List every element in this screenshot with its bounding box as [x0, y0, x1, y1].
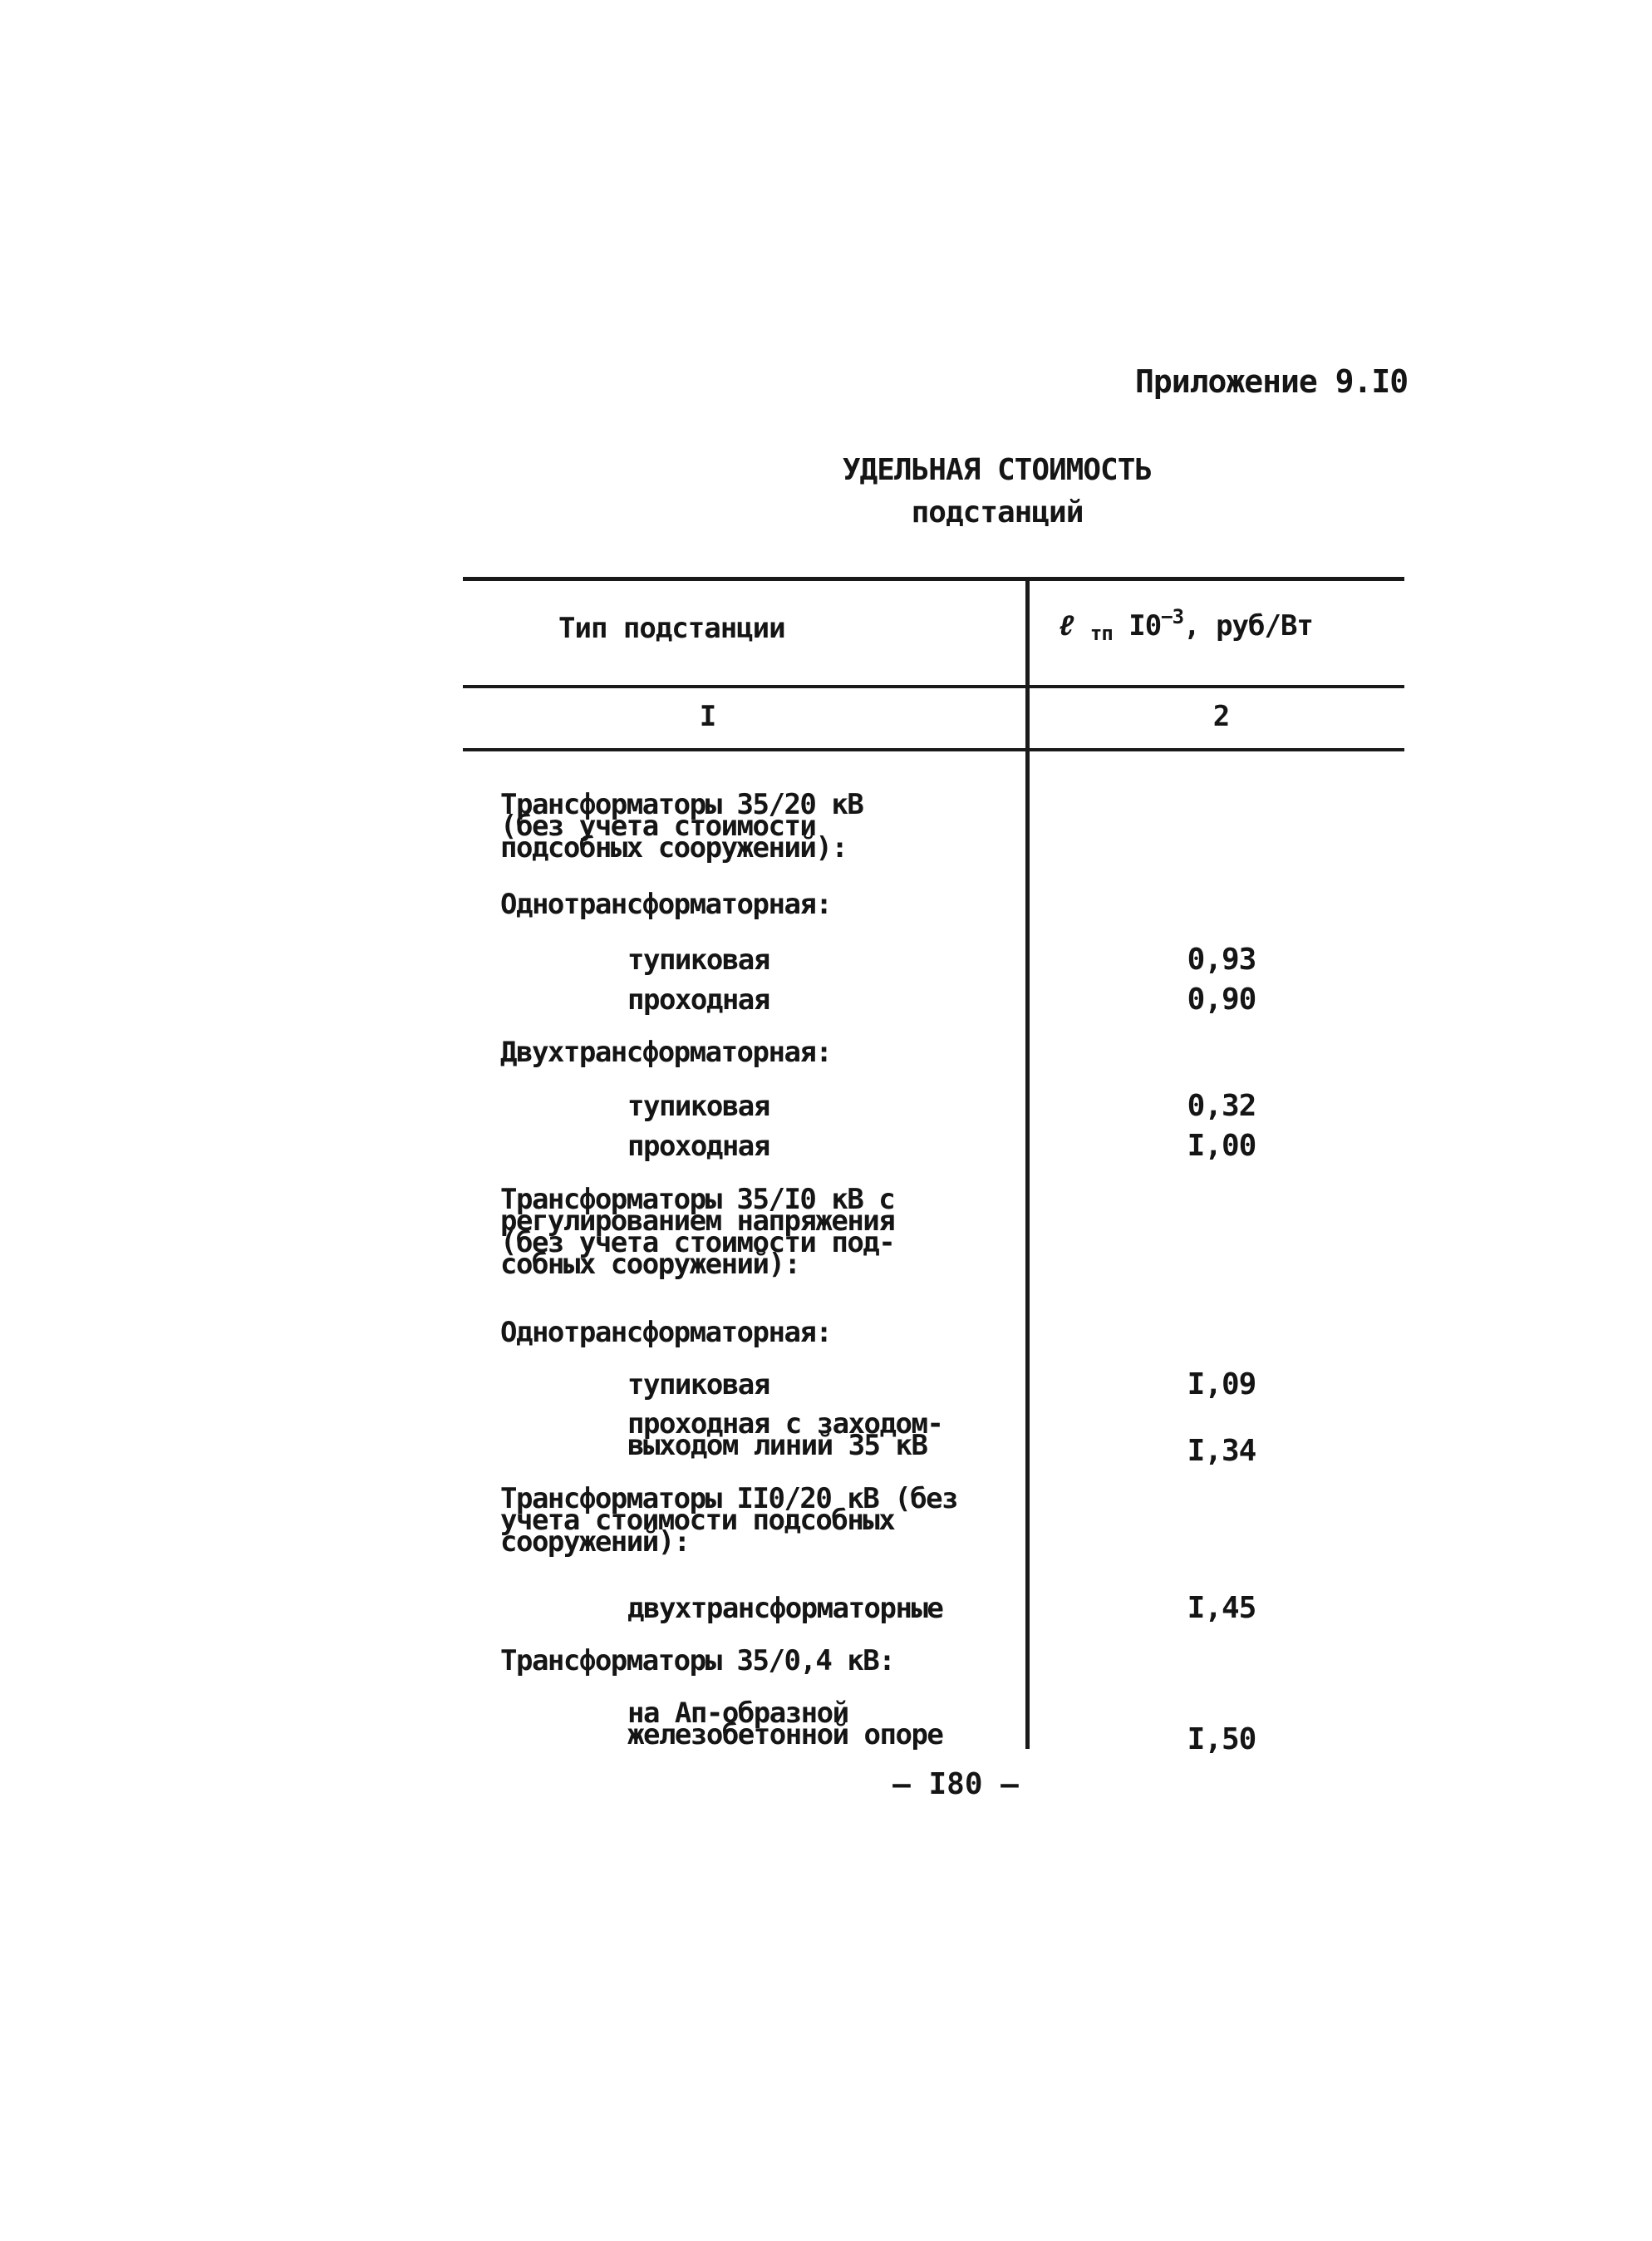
table-row-label: Двухтрансформаторная: — [500, 1036, 832, 1069]
table-top-rule — [463, 577, 1404, 581]
header-bottom-rule — [463, 685, 1404, 688]
page-number: – I80 – — [892, 1767, 1019, 1801]
table-row-label: проходная — [627, 1130, 769, 1163]
cost-multiplier-base: I0 — [1128, 609, 1162, 643]
table-row-label: Однотрансформаторная: — [500, 888, 832, 921]
table-row-label: Трансформаторы 35/20 кВ (без учета стоимости подсобных сооружений): — [500, 788, 863, 864]
table-row-value: 0,32 — [1187, 1089, 1256, 1123]
table-row-value: I,34 — [1187, 1434, 1256, 1468]
table-row-value: I,50 — [1187, 1722, 1256, 1756]
table-row-value: 0,93 — [1187, 943, 1256, 977]
column-number-2: 2 — [1212, 700, 1231, 733]
table-row-value: 0,90 — [1187, 983, 1256, 1017]
cost-unit: , руб/Вт — [1183, 609, 1313, 643]
table-row-value: I,00 — [1187, 1129, 1256, 1163]
table-row-label: двухтрансформаторные — [627, 1592, 943, 1625]
table-row-value: I,45 — [1187, 1591, 1256, 1625]
table-row-label: тупиковая — [627, 943, 769, 977]
table-row-value: I,09 — [1187, 1367, 1256, 1401]
table-row-label: тупиковая — [627, 1090, 769, 1123]
cost-multiplier-exponent: −3 — [1161, 605, 1184, 628]
cost-symbol: ℓ — [1058, 609, 1074, 643]
title-line-1: УДЕЛЬНАЯ СТОИМОСТЬ — [842, 453, 1153, 487]
appendix-label: Приложение 9.I0 — [1135, 363, 1409, 400]
number-row-bottom-rule — [463, 748, 1404, 751]
table-row-label: проходная — [627, 983, 769, 1017]
table-row-label: Однотрансформаторная: — [500, 1316, 832, 1349]
column-header-type: Тип подстанции — [558, 612, 785, 645]
table-row-label: проходная с заходом- выходом линий 35 кВ — [627, 1407, 943, 1462]
cost-subscript: тп — [1089, 622, 1113, 645]
table-row-label: Трансформаторы 35/0,4 кВ: — [500, 1644, 895, 1677]
column-divider — [1025, 577, 1030, 1749]
table-row-label: Трансформаторы 35/I0 кВ с регулированием напряжения (без учета стоимости под- собных сооружений): — [500, 1183, 895, 1281]
title-line-2: подстанций — [911, 495, 1084, 529]
column-header-cost — [1058, 605, 1313, 645]
table-row-label: тупиковая — [627, 1368, 769, 1401]
table-row-label: на Ап-образной железобетонной опоре — [627, 1697, 943, 1751]
column-number-1: I — [699, 700, 717, 733]
table-row-label: Трансформаторы II0/20 кВ (без учета стоимости подсобных сооружений): — [500, 1482, 958, 1559]
